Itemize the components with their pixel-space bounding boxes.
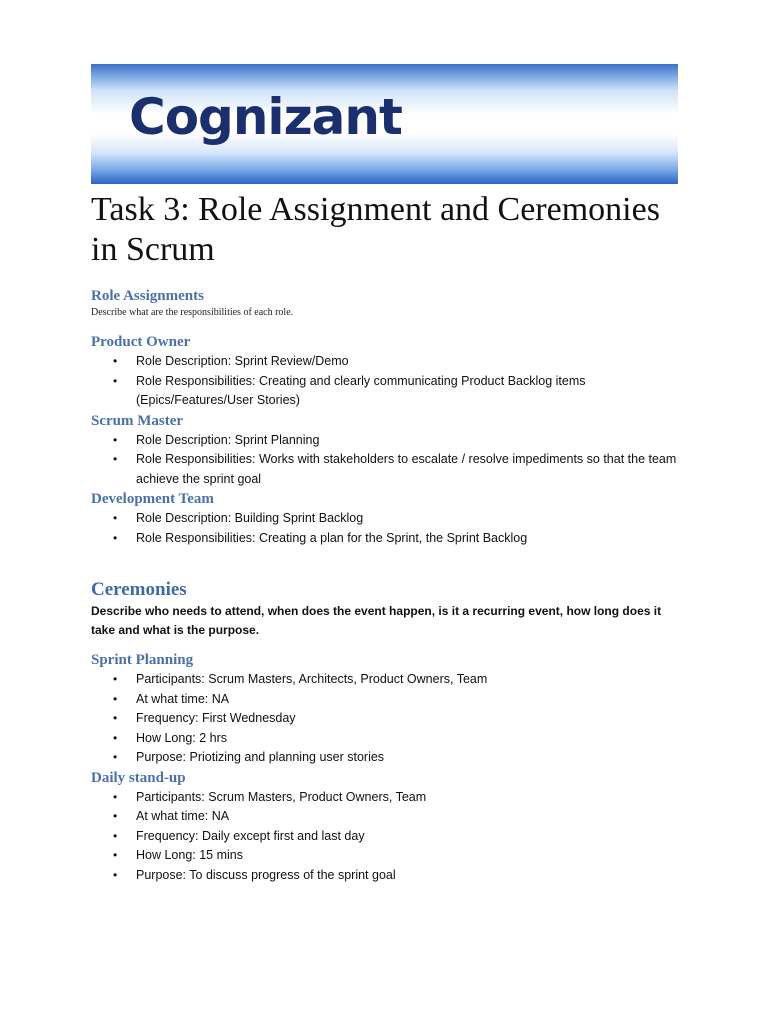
list-item-text: Frequency: First Wednesday [136, 711, 296, 725]
list-item-text: Purpose: To discuss progress of the sprint goal [136, 867, 396, 882]
ceremonies-description: Describe who needs to attend, when does the event happen, is it a recurring event, how long does it take and what is the purpose. [91, 604, 662, 637]
list-item-text: How Long: 15 mins [136, 848, 244, 862]
list-item [91, 807, 691, 827]
bullet-icon: • [113, 867, 118, 882]
list-item-text: Frequency: Daily except first and last day [136, 828, 365, 843]
list-item-text: Role Responsibilities: Creating and clearly communicating Product Backlog items (Epics/Features/User Stories) [136, 373, 586, 407]
role-heading-scrum-master: Scrum Master [91, 412, 184, 429]
list-item [91, 690, 691, 710]
bullet-icon: • [113, 432, 118, 447]
list-item [91, 431, 691, 451]
bullet-icon: • [113, 730, 118, 745]
bullet-icon: • [113, 789, 118, 804]
role-heading-development-team: Development Team [91, 491, 214, 507]
list-item-text: Role Description: Sprint Review/Demo [136, 354, 349, 368]
development-team-list [91, 509, 691, 548]
bullet-icon: • [113, 373, 118, 388]
daily-standup-list [91, 788, 691, 886]
ceremonies-heading: Ceremonies [91, 579, 187, 600]
list-item-text: Role Responsibilities: Works with stakeholders to escalate / resolve impediments so that the team achieve the sprint goal [136, 452, 677, 486]
list-item [91, 866, 691, 886]
list-item [91, 846, 691, 866]
bullet-icon: • [113, 828, 118, 843]
role-heading-product-owner: Product Owner [91, 334, 191, 350]
scrum-master-list [91, 431, 691, 490]
bullet-icon: • [113, 691, 118, 706]
list-item-text: Participants: Scrum Masters, Architects, Product Owners, Team [136, 672, 488, 686]
list-item-text: Role Description: Building Sprint Backlog [136, 511, 364, 525]
bullet-icon: • [113, 750, 118, 764]
event-heading-sprint-planning: Sprint Planning [91, 652, 194, 668]
list-item-text: How Long: 2 hrs [136, 730, 228, 745]
list-item-text: Role Responsibilities: Creating a plan for the Sprint, the Sprint Backlog [136, 530, 528, 545]
list-item-text: Role Description: Sprint Planning [136, 432, 320, 447]
bullet-icon: • [113, 711, 118, 725]
list-item-text: Purpose: Priotizing and planning user stories [136, 750, 385, 764]
bullet-icon: • [113, 530, 118, 545]
bullet-icon: • [113, 672, 118, 686]
list-item [91, 352, 691, 372]
list-item-text: At what time: NA [136, 691, 230, 706]
role-assignments-description: Describe what are the responsibilities of each role. [91, 307, 294, 318]
cognizant-logo: Cognizant [129, 88, 402, 146]
list-item-text: Participants: Scrum Masters, Product Owners, Team [136, 789, 427, 804]
bullet-icon: • [113, 452, 118, 466]
document-page [91, 64, 691, 885]
list-item [91, 709, 691, 729]
list-item [91, 509, 691, 529]
list-item [91, 450, 691, 489]
role-assignments-heading: Role Assignments [91, 288, 204, 304]
bullet-icon: • [113, 848, 118, 862]
cognizant-banner [91, 64, 678, 184]
document-title: Task 3: Role Assignment and Ceremonies in Scrum [91, 191, 660, 268]
list-item [91, 372, 691, 411]
list-item [91, 529, 691, 549]
list-item [91, 788, 691, 808]
product-owner-list [91, 352, 691, 411]
bullet-icon: • [113, 511, 118, 525]
sprint-planning-list [91, 670, 691, 768]
list-item [91, 748, 691, 768]
bullet-icon: • [113, 809, 118, 823]
list-item [91, 670, 691, 690]
list-item [91, 827, 691, 847]
list-item-text: At what time: NA [136, 809, 230, 823]
event-heading-daily-standup: Daily stand-up [91, 769, 186, 786]
bullet-icon: • [113, 354, 118, 368]
list-item [91, 729, 691, 749]
